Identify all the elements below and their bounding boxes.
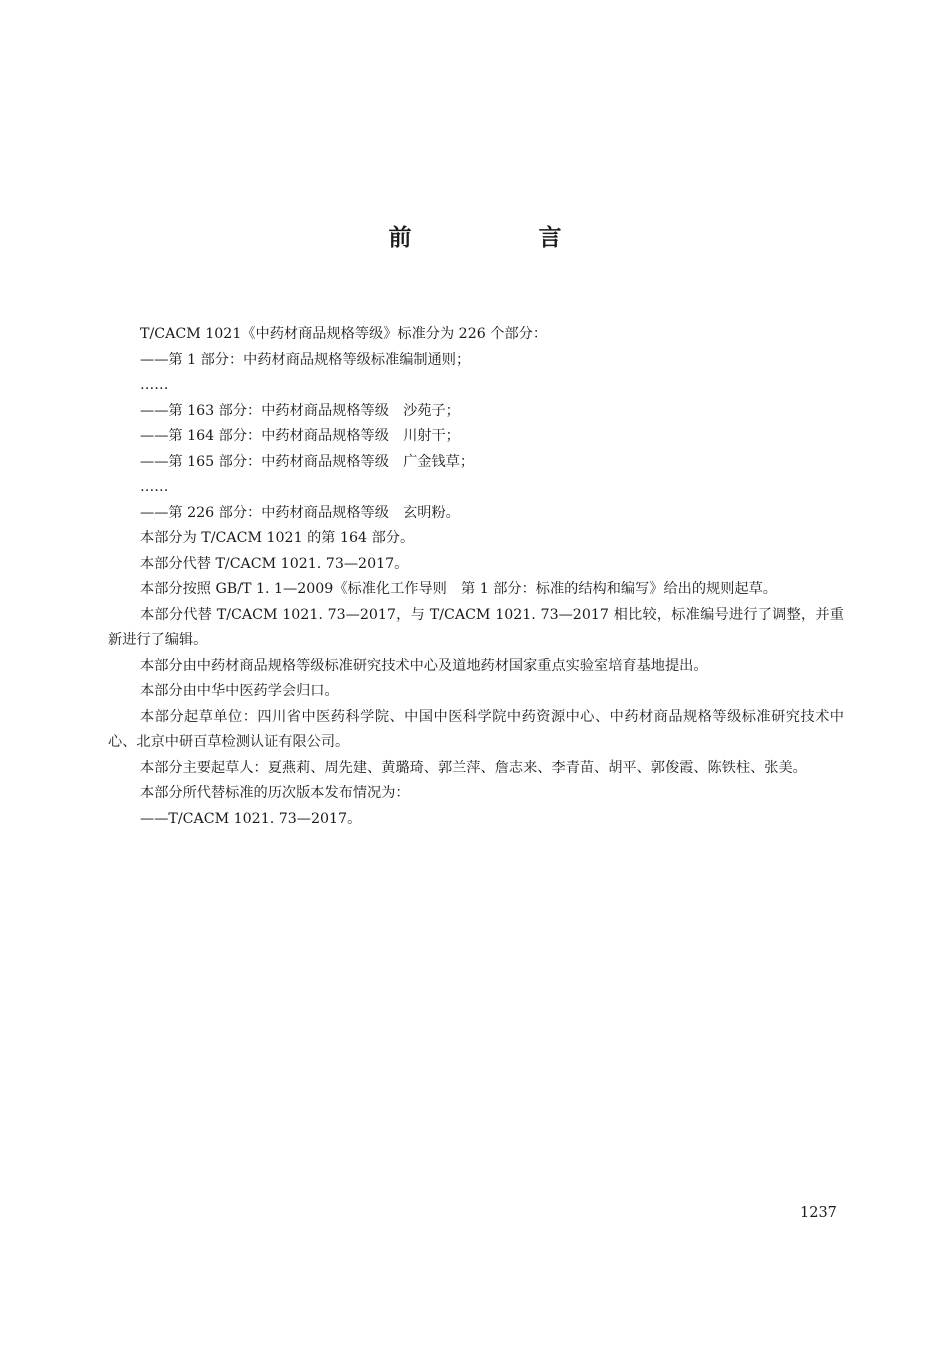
drafters-paragraph: 本部分主要起草人：夏燕莉、周先建、黄璐琦、郭兰萍、詹志来、李青苗、胡平、郭俊霞、陈铁柱、张美。 <box>140 759 807 776</box>
drafting-units-paragraph: 本部分起草单位：四川省中医药科学院、中国中医科学院中药资源中心、中药材商品规格等级标准研究技术中心、北京中研百草检测认证有限公司。 <box>108 708 844 750</box>
history-intro-paragraph: 本部分所代替标准的历次版本发布情况为： <box>140 785 410 801</box>
page-title: 前 言 <box>388 225 614 251</box>
proposer-paragraph: 本部分由中药材商品规格等级标准研究技术中心及道地药材国家重点实验室培育基地提出。 <box>140 657 708 674</box>
part-list-item: ——第 226 部分：中药材商品规格等级 玄明粉。 <box>140 504 460 521</box>
part-list-item: ——第 1 部分：中药材商品规格等级标准编制通则； <box>140 351 471 368</box>
part-list-item: ——第 163 部分：中药材商品规格等级 沙苑子； <box>140 402 460 419</box>
history-item: ——T/CACM 1021. 73—2017。 <box>140 810 362 827</box>
ellipsis-line: …… <box>140 377 169 393</box>
part-statement: 本部分为 T/CACM 1021 的第 164 部分。 <box>140 530 415 546</box>
changes-paragraph: 本部分代替 T/CACM 1021. 73—2017，与 T/CACM 1021. 73—2017 相比较，标准编号进行了调整，并重新进行了编辑。 <box>108 606 844 648</box>
ellipsis-line: …… <box>140 479 169 495</box>
standard-intro-line: T/CACM 1021《中药材商品规格等级》标准分为 226 个部分： <box>140 326 548 342</box>
part-list-item: ——第 165 部分：中药材商品规格等级 广金钱草； <box>140 453 475 470</box>
part-list-item: ——第 164 部分：中药材商品规格等级 川射干； <box>140 428 460 444</box>
replacement-statement: 本部分代替 T/CACM 1021. 73—2017。 <box>140 555 409 572</box>
administrator-paragraph: 本部分由中华中医药学会归口。 <box>140 683 339 699</box>
drafting-rules-paragraph: 本部分按照 GB/T 1. 1—2009《标准化工作导则 第 1 部分：标准的结构和编写》给出的规则起草。 <box>140 581 777 597</box>
page-number: 1237 <box>800 1205 837 1221</box>
foreword-body <box>108 322 844 832</box>
